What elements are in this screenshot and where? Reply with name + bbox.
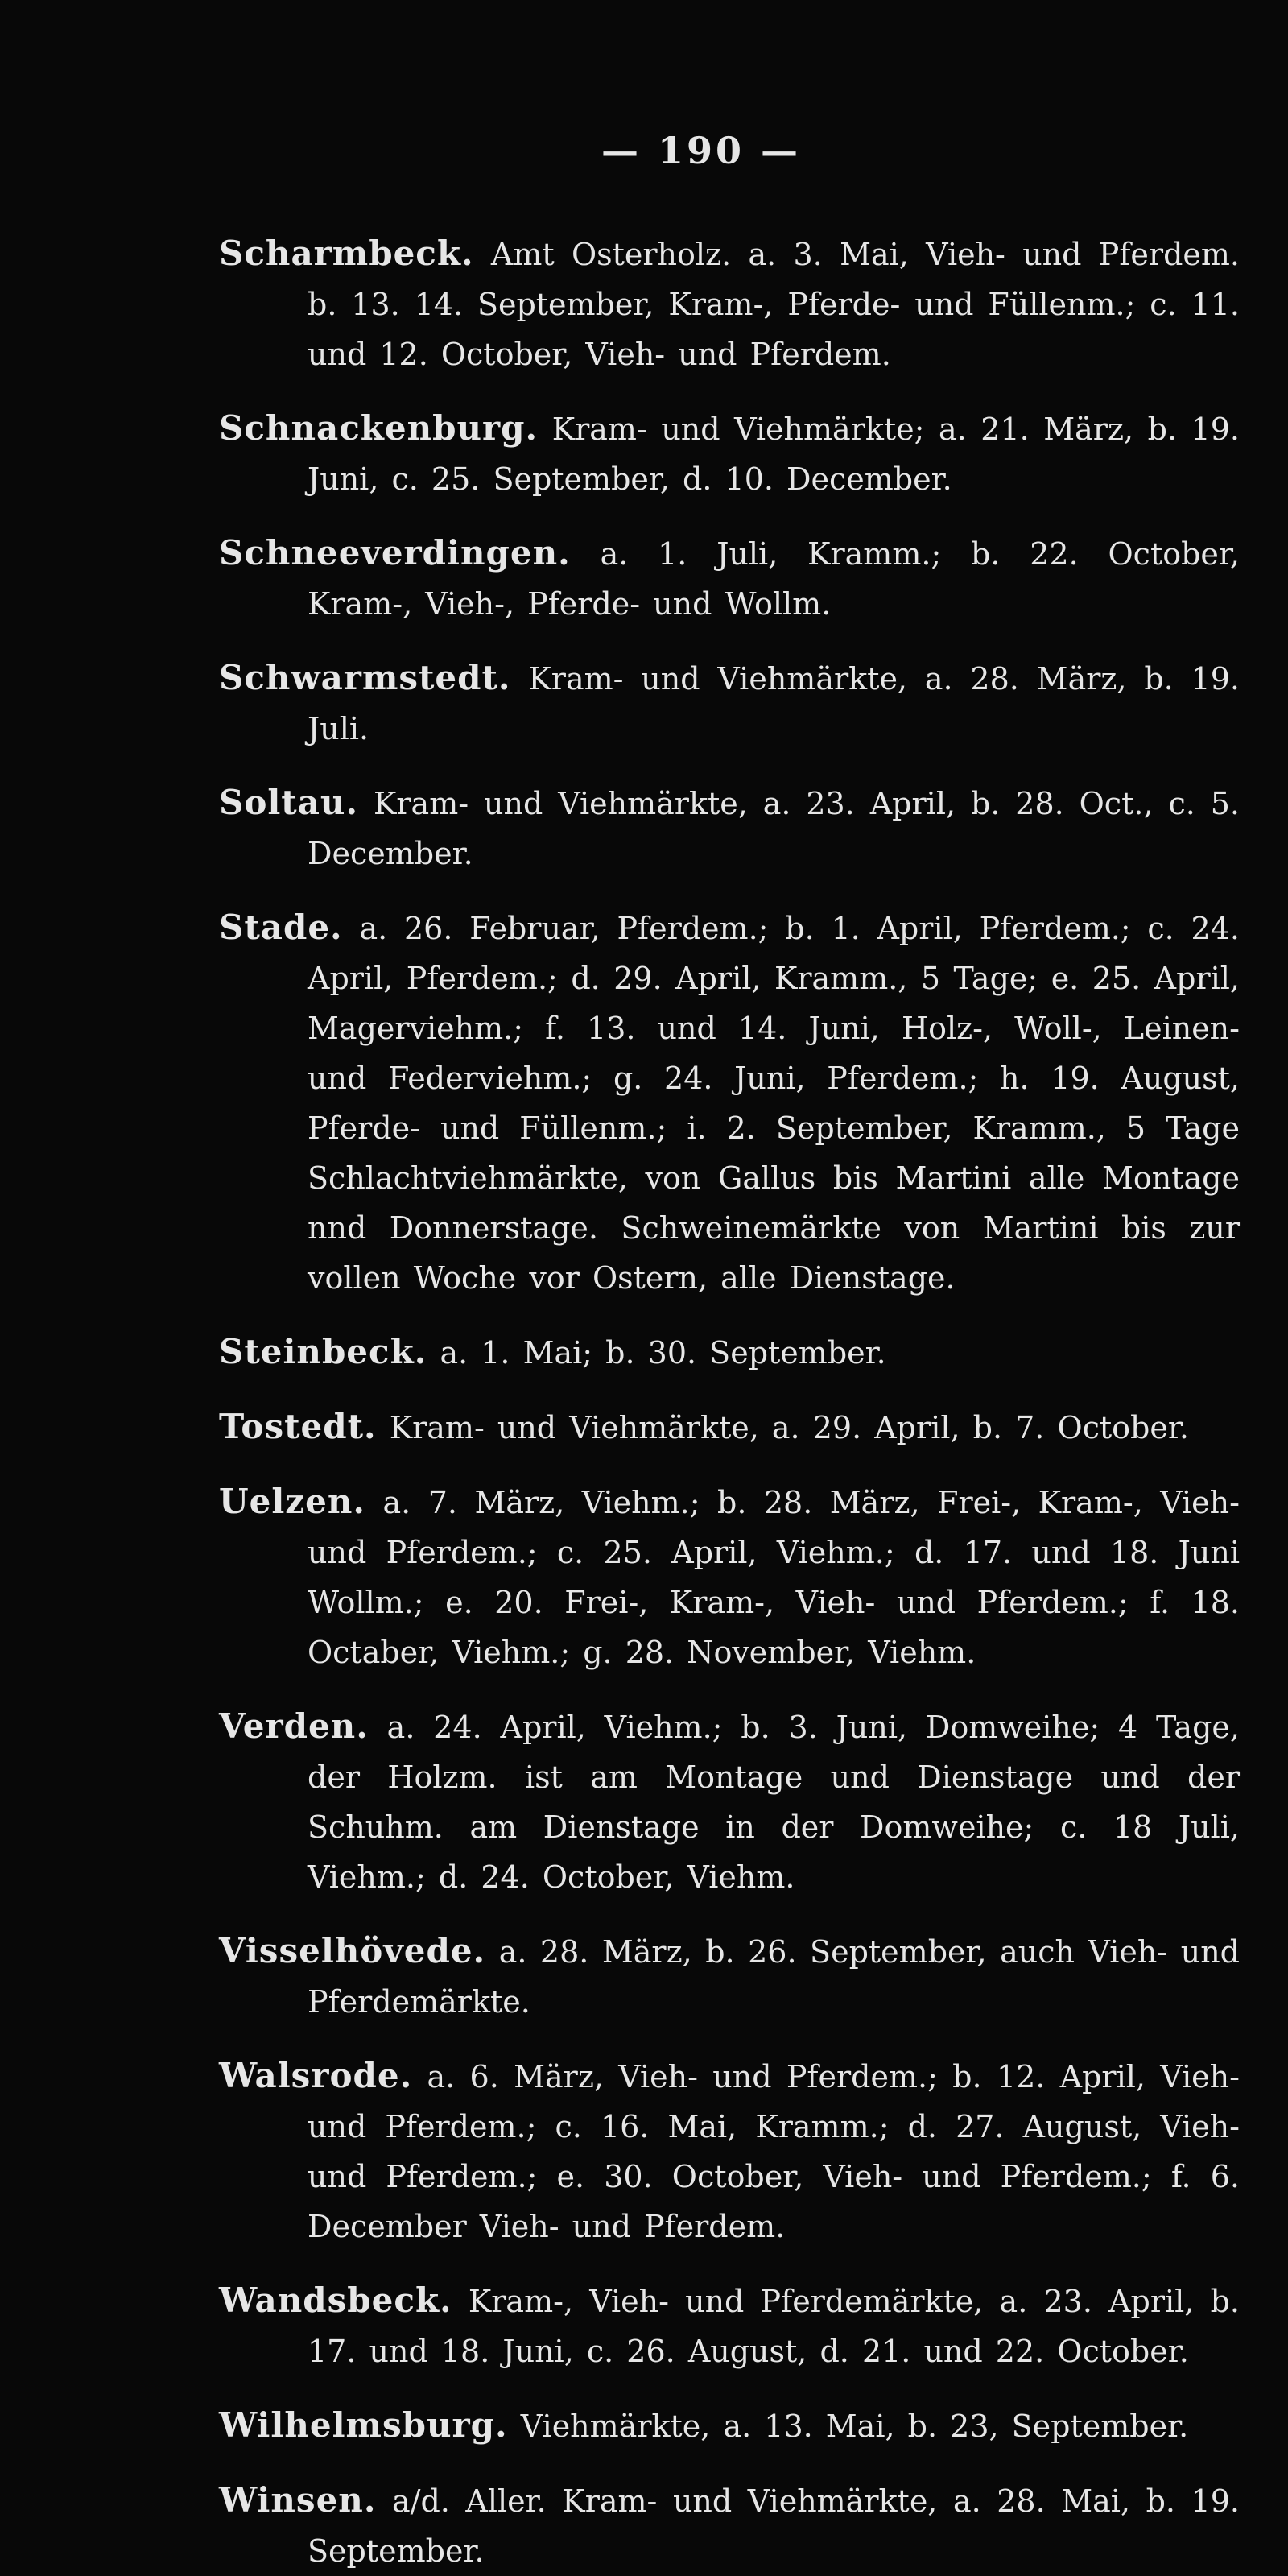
market-dates: a. 1. Juli, Kramm.; b. 22. October, Kram-, Vieh-, Pferde- und Wollm. <box>308 536 1240 622</box>
place-name: Scharmbeck. <box>219 234 474 273</box>
place-name: Soltau. <box>219 783 359 822</box>
market-entry-schwarmstedt <box>219 653 1240 754</box>
market-entry-tostedt <box>219 1402 1240 1453</box>
market-dates: Kram- und Viehmärkte, a. 28. März, b. 19. Juli. <box>308 661 1240 746</box>
place-name: Tostedt. <box>219 1407 377 1446</box>
place-name: Wandsbeck. <box>219 2280 452 2320</box>
market-entry-verden <box>219 1701 1240 1902</box>
market-entry-schnackenburg <box>219 403 1240 504</box>
market-dates: Viehmärkte, a. 13. Mai, b. 23, September. <box>520 2409 1189 2444</box>
market-dates: Kram- und Viehmärkte, a. 29. April, b. 7. October. <box>389 1410 1189 1445</box>
market-entry-schneeverdingen <box>219 528 1240 629</box>
market-dates: a. 28. März, b. 26. September, auch Vieh- und Pferdemärkte. <box>308 1934 1240 2020</box>
market-dates: Kram- und Viehmärkte, a. 23. April, b. 28. Oct., c. 5. December. <box>308 786 1240 871</box>
place-name: Walsrode. <box>219 2056 413 2095</box>
market-entry-visselhoevede <box>219 1926 1240 2027</box>
market-dates: a. 6. März, Vieh- und Pferdem.; b. 12. April, Vieh- und Pferdem.; c. 16. Mai, Kramm.; d. 27. August, Vieh- und Pferdem.; e. 30. October, Vieh- und Pferdem.; f. 6. December Vieh- und Pferdem. <box>308 2059 1240 2244</box>
market-dates: Kram- und Viehmärkte; a. 21. März, b. 19. Juni, c. 25. September, d. 10. December. <box>308 411 1240 497</box>
market-list <box>219 229 1240 2576</box>
market-entry-walsrode <box>219 2051 1240 2251</box>
place-name: Schneeverdingen. <box>219 533 571 573</box>
market-entry-scharmbeck <box>219 229 1240 379</box>
place-name: Verden. <box>219 1706 369 1746</box>
place-name: Uelzen. <box>219 1482 366 1521</box>
market-dates: a. 26. Februar, Pferdem.; b. 1. April, Pferdem.; c. 24. April, Pferdem.; d. 29. April, Kramm., 5 Tage; e. 25. April, Magerviehm.; f. 13. und 14. Juni, Holz-, Woll-, Leinen- und Federviehm.; g. 24. Juni, Pferdem.; h. 19. August, Pferde- und Füllenm.; i. 2. September, Kramm., 5 Tage Schlachtviehmärkte, von Gallus bis Martini alle Montage nnd Donnerstage. Schweinemärkte von Martini bis zur vollen Woche vor Ostern, alle Dienstage. <box>308 911 1240 1296</box>
page-number: — 190 — <box>601 129 802 172</box>
market-dates: a/d. Aller. Kram- und Viehmärkte, a. 28. Mai, b. 19. September. <box>308 2483 1240 2569</box>
place-name: Schwarmstedt. <box>219 658 511 697</box>
market-dates: a. 7. März, Viehm.; b. 28. März, Frei-, Kram-, Vieh- und Pferdem.; c. 25. April, Viehm.; d. 17. und 18. Juni Wollm.; e. 20. Frei-, Kram-, Vieh- und Pferdem.; f. 18. Octaber, Viehm.; g. 28. November, Viehm. <box>308 1485 1240 1670</box>
market-entry-soltau <box>219 778 1240 879</box>
place-name: Schnackenburg. <box>219 408 539 448</box>
place-name: Visselhövede. <box>219 1931 486 1970</box>
market-dates: a. 1. Mai; b. 30. September. <box>440 1335 886 1371</box>
market-entry-uelzen <box>219 1477 1240 1677</box>
place-name: Steinbeck. <box>219 1332 427 1371</box>
market-dates: Kram-, Vieh- und Pferdemärkte, a. 23. April, b. 17. und 18. Juni, c. 26. August, d. 21. und 22. October. <box>308 2284 1240 2369</box>
market-dates: Amt Osterholz. a. 3. Mai, Vieh- und Pferdem. b. 13. 14. September, Kram-, Pferde- und Füllenm.; c. 11. und 12. October, Vieh- und Pferdem. <box>308 237 1240 372</box>
market-entry-winsen <box>219 2475 1240 2576</box>
market-entry-wandsbeck <box>219 2276 1240 2376</box>
market-entry-wilhelmsburg <box>219 2400 1240 2451</box>
place-name: Winsen. <box>219 2480 377 2520</box>
place-name: Stade. <box>219 908 343 947</box>
place-name: Wilhelmsburg. <box>219 2405 508 2445</box>
market-entry-steinbeck <box>219 1327 1240 1378</box>
market-dates: a. 24. April, Viehm.; b. 3. Juni, Domweihe; 4 Tage, der Holzm. ist am Montage und Dienstage und der Schuhm. am Dienstage in der Domweihe; c. 18 Juli, Viehm.; d. 24. October, Viehm. <box>308 1710 1240 1895</box>
market-entry-stade <box>219 903 1240 1303</box>
